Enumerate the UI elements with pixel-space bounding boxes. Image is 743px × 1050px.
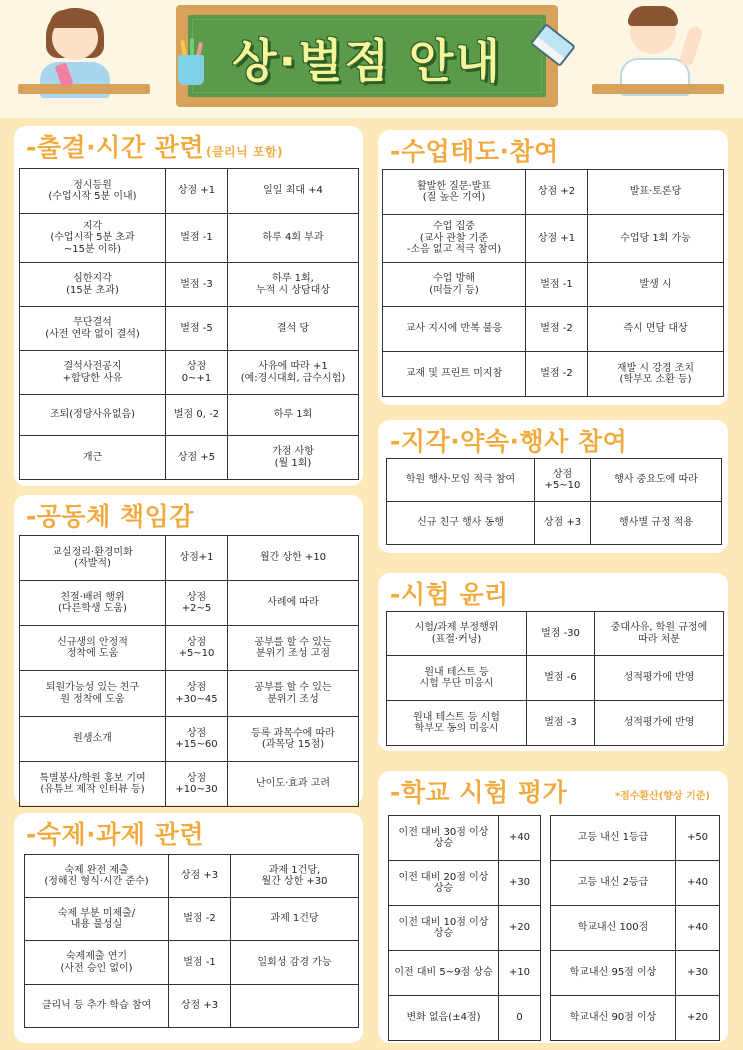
- table-row: [20, 307, 359, 351]
- cell-item: 숙제 부분 미제출/ 내용 불성실: [25, 898, 169, 941]
- cell-points: 벌점 0, -2: [166, 395, 228, 436]
- table-row: [20, 717, 359, 762]
- cell-item: 개근: [20, 436, 166, 480]
- cell-left-item: 이전 대비 5~9점 상승: [389, 951, 499, 996]
- cell-item: 교실정리·환경미화 (자발적): [20, 536, 166, 581]
- cell-item: 수업 방해 (떠들기 등): [383, 263, 526, 307]
- cell-note: 등록 과목수에 따라 (과목당 15점): [228, 717, 359, 762]
- cell-note: 공부를 할 수 있는 분위기 조성 고점: [228, 626, 359, 671]
- table-row: [389, 951, 720, 996]
- cell-note: 일회성 감경 가능: [231, 941, 359, 985]
- cell-left-item: 이전 대비 10점 이상 상승: [389, 906, 499, 951]
- cell-gap: [541, 906, 551, 951]
- cell-left-points: 0: [499, 996, 541, 1041]
- cell-item: 결석사전공지 +합당한 사유: [20, 351, 166, 395]
- table-row: [20, 436, 359, 480]
- table-row: [20, 169, 359, 214]
- ethics-table: [386, 611, 724, 746]
- table-row: [20, 536, 359, 581]
- cell-item: 원생소개: [20, 717, 166, 762]
- table-row: [383, 307, 724, 352]
- section-title: -출결·시간 관련 (클리닉 포함): [26, 133, 284, 162]
- cell-note: 성적평가에 반영: [595, 656, 724, 701]
- cell-note: 과제 1건당: [231, 898, 359, 941]
- cell-points: 상점 +5~10: [166, 626, 228, 671]
- cell-item: 숙제 완전 제출 (정해진 형식·시간 준수): [25, 855, 169, 898]
- cell-note: [231, 985, 359, 1028]
- table-row: [20, 351, 359, 395]
- cell-gap: [541, 861, 551, 906]
- cell-right-item: 학교내신 100점: [551, 906, 676, 951]
- section-title: -지각·약속·행사 참여: [390, 427, 628, 456]
- table-row: [383, 352, 724, 397]
- cell-note: 중대사유, 학원 규정에 따라 처분: [595, 612, 724, 656]
- cell-points: 상점 +1: [526, 215, 588, 263]
- table-row: [387, 612, 724, 656]
- cell-points: 상점 +30~45: [166, 671, 228, 717]
- cell-points: 벌점 -5: [166, 307, 228, 351]
- table-row: [25, 855, 359, 898]
- section-title: -공동체 책임감: [26, 502, 194, 531]
- cell-left-item: 이전 대비 20점 이상 상승: [389, 861, 499, 906]
- cell-note: 공부를 할 수 있는 분위기 조성: [228, 671, 359, 717]
- cell-item: 정시등원 (수업시작 5분 이내): [20, 169, 166, 214]
- cell-right-item: 고등 내신 2등급: [551, 861, 676, 906]
- cell-points: 벌점 -6: [527, 656, 595, 701]
- cell-item: 숙제제출 연기 (사전 승인 없이): [25, 941, 169, 985]
- cell-right-points: +30: [676, 951, 720, 996]
- cell-item: 클리닉 등 추가 학습 참여: [25, 985, 169, 1028]
- cell-note: 행사 중요도에 따라: [591, 459, 722, 502]
- cell-points: 벌점 -1: [166, 214, 228, 263]
- attitude-table: [382, 169, 724, 397]
- cell-gap: [541, 996, 551, 1041]
- section-note: *점수환산(향상 기준): [614, 791, 710, 802]
- table-row: [387, 656, 724, 701]
- cell-left-points: +40: [499, 816, 541, 861]
- cell-note: 가점 사항 (월 1회): [228, 436, 359, 480]
- cell-points: 벌점 -2: [526, 307, 588, 352]
- cell-note: 수업당 1회 가능: [588, 215, 724, 263]
- cell-item: 교사 지시에 반복 불응: [383, 307, 526, 352]
- cell-points: 상점+1: [166, 536, 228, 581]
- cell-points: 벌점 -1: [526, 263, 588, 307]
- cell-note: 사례에 따라: [228, 581, 359, 626]
- cell-gap: [541, 951, 551, 996]
- school-exam-table: [388, 815, 720, 1041]
- table-row: [389, 861, 720, 906]
- cell-note: 발표·토론당: [588, 170, 724, 215]
- cell-item: 교재 및 프린트 미지참: [383, 352, 526, 397]
- cell-points: 상점 +1: [166, 169, 228, 214]
- cell-note: 즉시 면담 대상: [588, 307, 724, 352]
- table-row: [20, 214, 359, 263]
- cell-note: 일일 최대 +4: [228, 169, 359, 214]
- cell-points: 상점 +3: [169, 985, 231, 1028]
- community-table: [19, 535, 359, 807]
- cell-points: 상점 +2~5: [166, 581, 228, 626]
- cell-right-item: 학교내신 95점 이상: [551, 951, 676, 996]
- table-row: [383, 170, 724, 215]
- cell-note: 하루 1회: [228, 395, 359, 436]
- cell-right-points: +40: [676, 861, 720, 906]
- cell-points: 상점 +3: [535, 502, 591, 545]
- cell-left-points: +10: [499, 951, 541, 996]
- section-attendance: [14, 126, 363, 486]
- cell-item: 지각 (수업시작 5분 초과 ~15분 이하): [20, 214, 166, 263]
- table-row: [389, 816, 720, 861]
- cell-note: 행사별 규정 적용: [591, 502, 722, 545]
- cell-right-points: +40: [676, 906, 720, 951]
- attendance-table: [19, 168, 359, 480]
- cell-points: 상점 +2: [526, 170, 588, 215]
- table-row: [387, 701, 724, 746]
- section-school-exam: [378, 771, 728, 1043]
- cell-note: 과제 1건당, 월간 상한 +30: [231, 855, 359, 898]
- cell-left-points: +20: [499, 906, 541, 951]
- cell-points: 벌점 -3: [527, 701, 595, 746]
- section-attitude: [378, 130, 728, 405]
- cell-right-item: 고등 내신 1등급: [551, 816, 676, 861]
- cell-item: 무단결석 (사전 연락 없이 결석): [20, 307, 166, 351]
- cell-right-item: 학교내신 90점 이상: [551, 996, 676, 1041]
- cell-points: 벌점 -30: [527, 612, 595, 656]
- section-community: [14, 495, 363, 805]
- cell-note: 성적평가에 반영: [595, 701, 724, 746]
- cell-left-points: +30: [499, 861, 541, 906]
- table-row: [20, 671, 359, 717]
- cell-item: 시험/과제 부정행위 (표절·커닝): [387, 612, 527, 656]
- cell-points: 상점 +3: [169, 855, 231, 898]
- cell-item: 원내 테스트 등 시험 학부모 동의 미응시: [387, 701, 527, 746]
- table-row: [389, 906, 720, 951]
- table-row: [383, 215, 724, 263]
- cell-note: 재발 시 강경 조치 (학부모 소환 등): [588, 352, 724, 397]
- cell-points: 벌점 -2: [169, 898, 231, 941]
- cell-points: 상점 +10~30: [166, 762, 228, 807]
- table-row: [20, 395, 359, 436]
- table-row: [25, 941, 359, 985]
- table-row: [20, 626, 359, 671]
- cell-points: 벌점 -3: [166, 263, 228, 307]
- cell-points: 상점 +5~10: [535, 459, 591, 502]
- cell-item: 신규생의 안정적 정착에 도움: [20, 626, 166, 671]
- cell-item: 퇴원가능성 있는 친구 원 정착에 도움: [20, 671, 166, 717]
- table-row: [20, 263, 359, 307]
- cell-gap: [541, 816, 551, 861]
- table-row: [20, 581, 359, 626]
- cell-points: 벌점 -1: [169, 941, 231, 985]
- chalkboard: [176, 5, 558, 107]
- cell-item: 조퇴(정당사유없음): [20, 395, 166, 436]
- cell-left-item: 이전 대비 30점 이상 상승: [389, 816, 499, 861]
- table-row: [25, 898, 359, 941]
- section-title: -수업태도·참여: [390, 137, 559, 166]
- homework-table: [24, 854, 359, 1028]
- cell-right-points: +50: [676, 816, 720, 861]
- cell-item: 학원 행사·모임 적극 참여: [387, 459, 535, 502]
- cell-note: 하루 1회, 누적 시 상담대상: [228, 263, 359, 307]
- cell-points: 상점 0~+1: [166, 351, 228, 395]
- cell-note: 사유에 따라 +1 (예:경시대회, 급수시험): [228, 351, 359, 395]
- cell-note: 월간 상한 +10: [228, 536, 359, 581]
- section-ethics: [378, 573, 728, 751]
- table-row: [389, 996, 720, 1041]
- cell-item: 심한지각 (15분 초과): [20, 263, 166, 307]
- table-row: [20, 762, 359, 807]
- cell-item: 특별봉사/학원 홍보 기여 (유튜브 제작 인터뷰 등): [20, 762, 166, 807]
- section-title: -시험 윤리: [390, 580, 509, 609]
- section-title: -숙제·과제 관련: [26, 820, 204, 849]
- cell-points: 상점 +15~60: [166, 717, 228, 762]
- cell-item: 활발한 질문·발표 (질 높은 기여): [383, 170, 526, 215]
- section-title: -학교 시험 평가: [390, 778, 568, 807]
- cell-note: 결석 당: [228, 307, 359, 351]
- section-homework: [14, 813, 363, 1043]
- cell-note: 난이도·효과 고려: [228, 762, 359, 807]
- cell-right-points: +20: [676, 996, 720, 1041]
- cell-item: 원내 테스트 등 시험 무단 미응시: [387, 656, 527, 701]
- page-title: 상·벌점 안내: [232, 34, 502, 88]
- cell-item: 친절·배려 행위 (다른학생 도움): [20, 581, 166, 626]
- cell-points: 상점 +5: [166, 436, 228, 480]
- table-row: [25, 985, 359, 1028]
- section-events: [378, 420, 728, 553]
- cell-note: 발생 시: [588, 263, 724, 307]
- table-row: [387, 459, 722, 502]
- cell-left-item: 변화 없음(±4점): [389, 996, 499, 1041]
- cell-note: 하루 4회 부과: [228, 214, 359, 263]
- cell-item: 신규 친구 행사 동행: [387, 502, 535, 545]
- table-row: [383, 263, 724, 307]
- events-table: [386, 458, 722, 545]
- table-row: [387, 502, 722, 545]
- cell-item: 수업 집중 (교사 관찰 기준 -소음 없고 적극 참여): [383, 215, 526, 263]
- cell-points: 벌점 -2: [526, 352, 588, 397]
